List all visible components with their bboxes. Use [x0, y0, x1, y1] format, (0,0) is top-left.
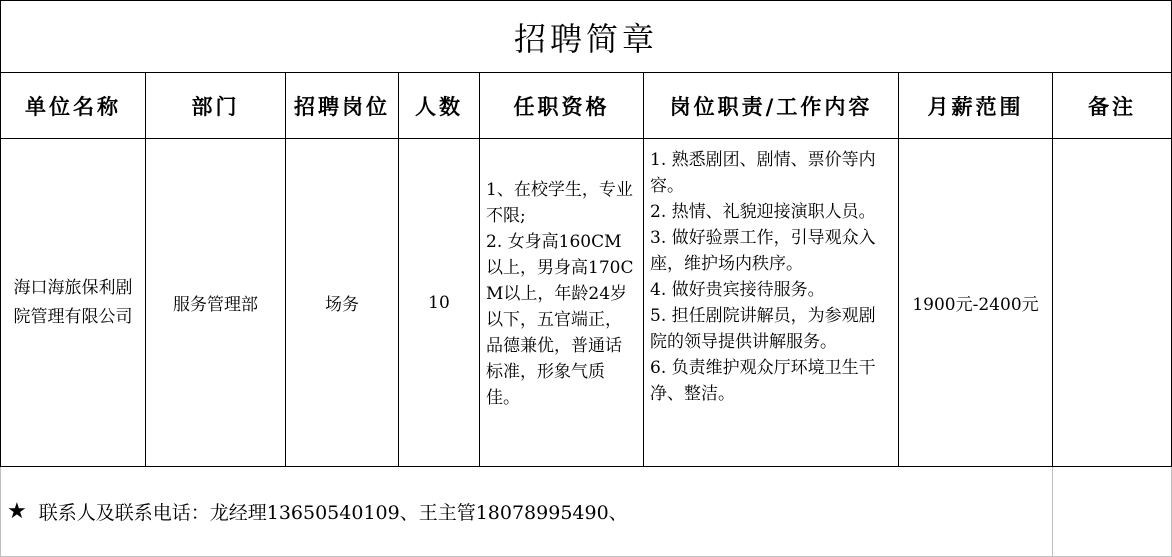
header-remark: 备注	[1053, 73, 1172, 139]
star-icon: ★	[7, 499, 27, 524]
cell-company	[0, 139, 146, 467]
duty-item: 4. 做好贵宾接待服务。	[650, 280, 825, 300]
company-name: 海口海旅保利剧院管理有限公司	[13, 277, 133, 327]
header-qualifications: 任职资格	[480, 73, 644, 139]
cell-position: 场务	[286, 139, 399, 467]
header-position: 招聘岗位	[286, 73, 399, 139]
duty-item: 1. 熟悉剧团、剧情、票价等内容。	[650, 150, 876, 196]
cell-salary: 1900元-2400元	[899, 139, 1053, 467]
cell-duties	[644, 139, 899, 467]
qualification-item: 1、在校学生，专业不限;	[486, 180, 633, 226]
cell-count: 10	[399, 139, 480, 467]
header-company: 单位名称	[0, 73, 146, 139]
contact-footer	[0, 467, 899, 557]
header-duties: 岗位职责/工作内容	[644, 73, 899, 139]
footer-empty-cell	[899, 467, 1053, 557]
contact-text: 联系人及联系电话：龙经理13650540109、王主管18078995490、	[38, 502, 628, 524]
qualification-item: 2. 女身高160CM以上，男身高170CM以上，年龄24岁以下，五官端正，品德兼优，普通话标准，形象气质佳。	[486, 232, 634, 408]
duty-item: 5. 担任剧院讲解员，为参观剧院的领导提供讲解服务。	[650, 306, 876, 352]
footer-empty-cell	[1053, 467, 1172, 557]
cell-remark	[1053, 139, 1172, 467]
duty-item: 6. 负责维护观众厅环境卫生干净、整洁。	[650, 358, 876, 404]
cell-department: 服务管理部	[146, 139, 286, 467]
header-count: 人数	[399, 73, 480, 139]
table-title: 招聘简章	[0, 0, 1172, 73]
duty-item: 2. 热情、礼貌迎接演职人员。 3. 做好验票工作，引导观众入座，维护场内秩序。	[650, 202, 876, 274]
header-department: 部门	[146, 73, 286, 139]
cell-qualifications	[480, 139, 644, 467]
header-salary: 月薪范围	[899, 73, 1053, 139]
